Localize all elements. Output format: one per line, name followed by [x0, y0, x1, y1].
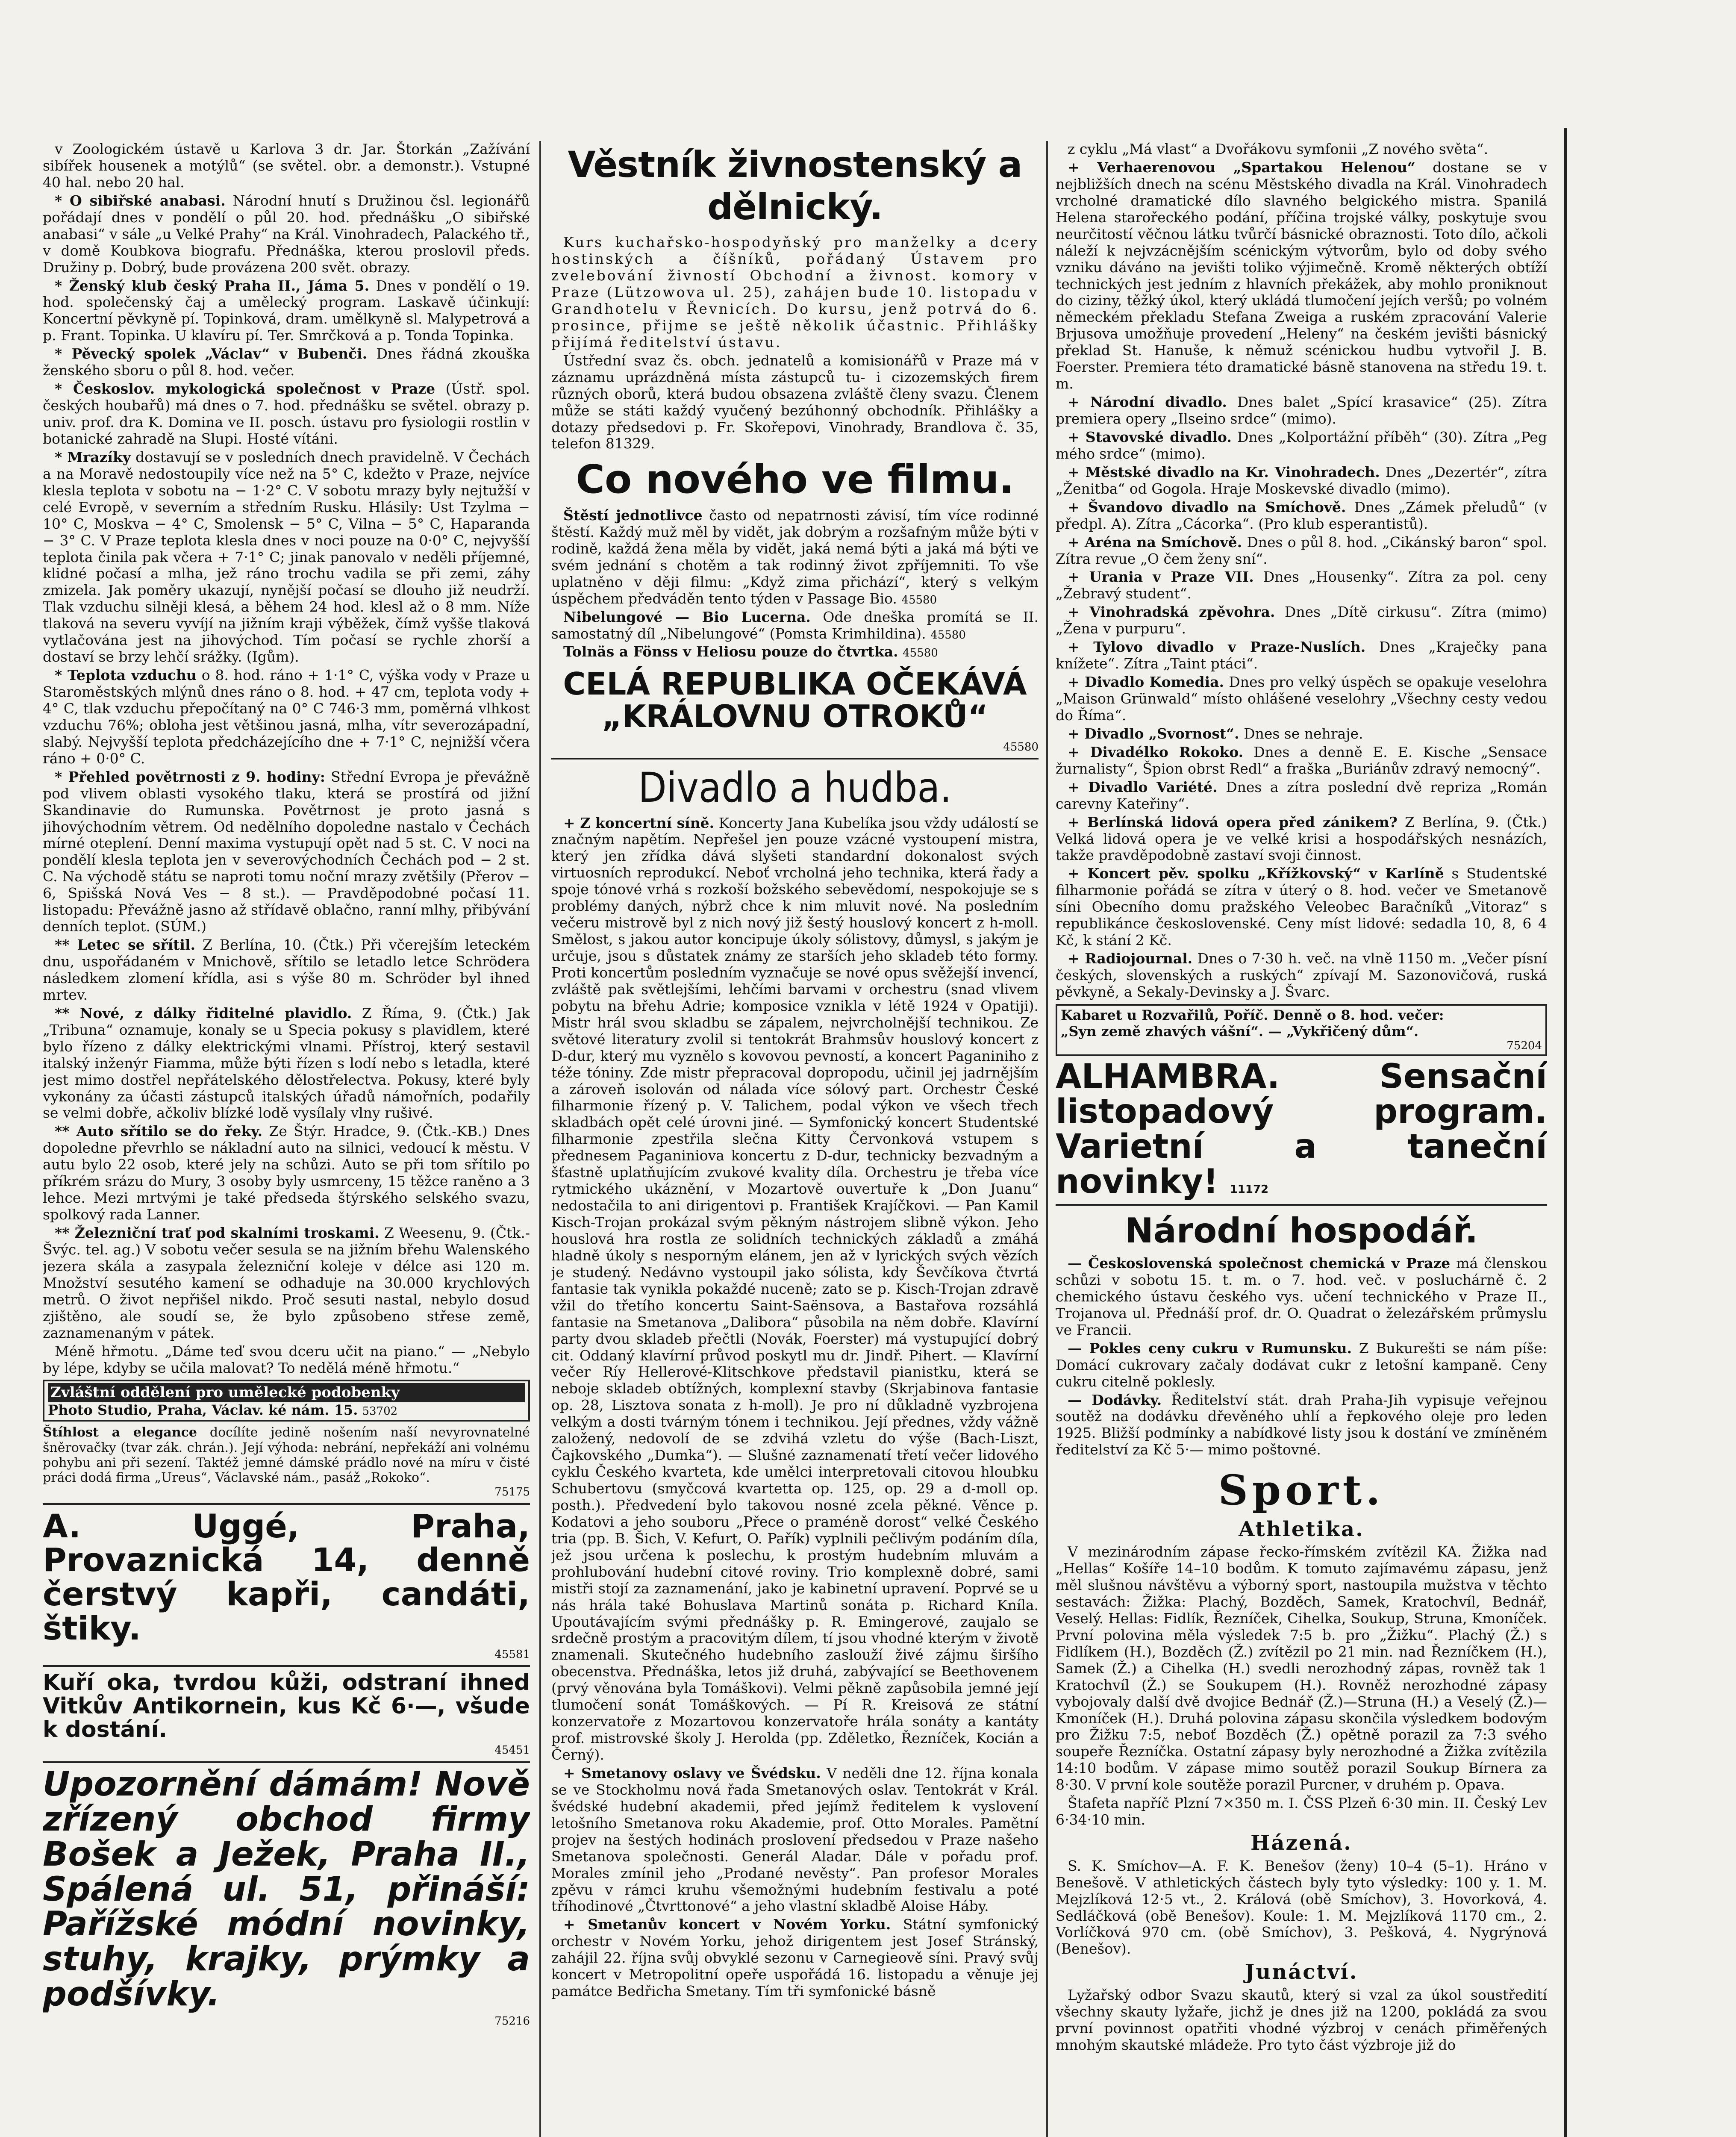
- news-item: Tolnäs a Fönss v Heliosu pouze do čtvrtka. 45580: [563, 643, 938, 660]
- news-item: — Československá společnost chemická v Praze má členskou schůzi v sobotu 15. t. m. o 7. hod. več. v posluchárně č. 2 chemického ústavu českého vys. učení technického v Praze II., Trojanova ul. Přednáší prof. dr. O. Quadrat o železářském průmyslu ve Francii.: [1056, 1255, 1547, 1338]
- advert-code: 45581: [494, 1648, 530, 1661]
- news-item: + Národní divadlo. Dnes balet „Spící krasavice“ (25). Zítra premiera opery „Ilseino srdce“ (mimo).: [1056, 394, 1547, 427]
- news-item: + Smetanův koncert v Novém Yorku. Státní symfonický orchestr v Novém Yorku, jehož dirigentem jest Josef Stránský, zahájil 22. října svůj obvyklé sezonu v Carnegieově síni. Pravý svůj koncert v Metropolitní opeře uspořádá 16. listopadu a věnuje jej památce Bedřicha Smetany. Tím tři symfonické básně: [551, 1916, 1039, 2000]
- news-item: + Radiojournal. Dnes o 7·30 h. več. na vlně 1150 m. „Večer písní českých, slovenských a ruských“ zpívají M. Sazonovičová, ruská pěvkyně, a Sekaly-Devinsky a J. Švarc.: [1056, 950, 1547, 1000]
- news-item: — Pokles ceny cukru v Rumunsku. Z Bukurešti se nám píše: Domácí cukrovary začaly dodávat cukr z letošní kampaně. Ceny cukru citelně poklesly.: [1056, 1339, 1547, 1390]
- news-item: * O sibiřské anabasi. Národní hnutí s Družinou čsl. legionářů pořádají dnes v pondělí o půl 20. hod. přednášku „O sibiřské anabasi“ v sále „u Velké Prahy“ na Král. Vinohradech, Palackého tř., v domě Koubkova biografu. Přednáška, kterou proslovil předs. Družiny p. Dobrý, bude provázena 200 svět. obrazy.: [43, 192, 530, 276]
- section-header: Národní hospodář.: [1124, 1210, 1478, 1251]
- news-item: ** Železniční trať pod skalními troskami. Z Weesenu, 9. (Čtk.-Švýc. tel. ag.) V sobotu večer sesula se na jižním břehu Walenského jezera skála a zasypala železniční koleje v délce asi 120 m. Množství sesutého kamení se odhaduje na 30.000 krychlových metrů. O život nepřišel nikdo. Proč sesuti nastal, nebylo dosud zjištěno, ale soudí se, že bylo způsobeno střese země, zaznamenaným v pátek.: [43, 1225, 530, 1341]
- advert-code: 75204: [1506, 1039, 1542, 1053]
- news-item: * Pěvecký spolek „Václav“ v Bubenči. Dnes řádná zkouška ženského sboru o půl 8. hod. večer.: [43, 345, 530, 379]
- news-item: — Dodávky. Ředitelství stát. drah Praha-Jih vypisuje veřejnou soutěž na dodávku dřevěného uhlí a řepkového oleje pro leden 1925. Bližší podmínky a nabídkové listy jsou k dostání ve zmíněném ředitelství za Kč 5·— mimo poštovné.: [1056, 1391, 1547, 1458]
- advert-alhambra: ALHAMBRA. Sensační listopadový program. Varietní a taneční novinky! 11172: [1056, 1057, 1547, 1201]
- divider: [43, 1665, 530, 1667]
- divider: [43, 1761, 530, 1763]
- news-item: + Divadlo Variété. Dnes a zítra poslední dvě repriza „Román carevny Kateřiny“.: [1056, 778, 1547, 812]
- news-item: + Stavovské divadlo. Dnes „Kolportážní příběh“ (30). Zítra „Peg mého srdce“ (mimo).: [1056, 428, 1547, 462]
- advert-photo-studio: [43, 1380, 530, 1422]
- sub-header: Athletika.: [1239, 1517, 1364, 1541]
- advert-text: Kabaret u Rozvařilů, Poříč. Denně o 8. hod. večer:: [1061, 1007, 1444, 1023]
- news-item: * Ženský klub český Praha II., Jáma 5. Dnes v pondělí o 19. hod. společenský čaj a umělecký program. Laskavě účinkují: Koncertní pěvkyně pí. Topinková, dram. umělkyně sl. Malypetrová a p. Frant. Topinka. U klavíru pí. Ter. Smrčková a p. Tonda Topinka.: [43, 277, 530, 344]
- news-item: + Divadlo Komedia. Dnes pro velký úspěch se opakuje veselohra „Maison Grünwald“ místo ohlášené veselohry „Všechny cesty vedou do Říma“.: [1056, 674, 1547, 724]
- news-item: ** Auto sřítilo se do řeky. Ze Štýr. Hradce, 9. (Čtk.-KB.) Dnes dopoledne převrhlo se nákladní auto na silnici, vedoucí k městu. V autu bylo 22 osob, které jely na schůzi. Auto se při tom sřítilo po příkrém srázu do Mury, 3 osoby byly usmrceny, 15 těžce raněno a 3 lehce. Mezi mrtvými je také předseda štýrského selského svazu, spolkový rada Lanner.: [43, 1123, 530, 1223]
- news-item: + Berlínská lidová opera před zánikem? Z Berlína, 9. (Čtk.) Velká lidová opera je ve velké krisi a hospodářských nesnázích, takže pravděpodobně zastaví svoji činnost.: [1056, 813, 1547, 864]
- news-item: * Přehled povětrnosti z 9. hodiny: Střední Evropa je převážně pod vlivem oblasti vysokého tlaku, která se prostírá od jižní Skandinavie do Rumunska. Povětrnost je proto jasná s jihovýchodním větrem. Od nedělního dopoledne nastalo v Čechách mírné oteplení. Denní maxima vystupují opět nad 5 st. C. V noci na pondělí klesla teplota jen v severovýchodních Čechách pod − 2 st. C. Na východě státu se naproti tomu noční mrazy zvětšily (Přerov − 6, Spišská Nová Ves − 8 st.). — Pravděpodobné počasí 11. listopadu: Převážně jasno až střídavě oblačno, ranní mlhy, přibývání denních teplot. (SÚM.): [43, 768, 530, 935]
- news-item: + Divadélko Rokoko. Dnes a denně E. E. Kische „Sensace žurnalisty“, Špion obrst Redl“ a fraška „Buriánův zdravý nemocný“.: [1056, 743, 1547, 777]
- news-item: + Vinohradská zpěvohra. Dnes „Dítě cirkusu“. Zítra (mimo) „Žena v purpuru“.: [1056, 603, 1547, 637]
- section-header: Sport.: [1218, 1466, 1385, 1515]
- news-item: + Aréna na Smíchově. Dnes o půl 8. hod. „Cikánský baron“ spol. Zítra revue „O čem ženy sní“.: [1056, 533, 1547, 567]
- advert-kralovna-otroku: CELÁ REPUBLIKA OČEKÁVÁ „KRÁLOVNU OTROKŮ“: [563, 666, 1027, 734]
- joke: Méně hřmotu. „Dáme teď svou dceru učit na piano.“ — „Nebylo by lépe, kdyby se učila malovat? To nedělá méně hřmotu.“: [43, 1342, 530, 1376]
- news-item: + Smetanovy oslavy ve Švédsku. V neděli dne 12. října konala se ve Stockholmu nová řada Smetanových oslav. Tentokrát v Král. švédské hudební akademii, před jejímž ředitelem k vyslovení letošního Smetanova roku Akademie, prof. Otto Morales. Pamětní projev na šestých hodinách proslovení předsedou v Praze našeho Smetanova společnosti. Generál Aladar. Dále v pořadu prof. Morales zmínil jeho „Prodané nevěsty“. Pan profesor Morales zpěvu v rámci kruhu všemožnými hudebním festivalu a poté tříhodinové „Čtvrttonové“ a jeho vlastní skladbě Aloise Háby.: [551, 1764, 1039, 1915]
- advert-code: 45580: [1003, 740, 1039, 754]
- news-item: Štěstí jednotlivce často od nepatrnosti závisí, tím více rodinné štěstí. Každý muž měl by vidět, jak dobrým a rozšafným může býti v rodině, každá žena měla by vidět, jaká nemá býti a jaká má býti ve svém jednání s chotěm a tak rodinný život zpříjemniti. To vše uplatněno v ději filmu: „Když zima přichází“, který s velkým úspěchem předváděn tento týden v Passage Bio. 45580: [551, 506, 1039, 607]
- advert-bar: Zvláštní oddělení pro umělecké podobenky: [48, 1383, 525, 1402]
- divider: [43, 1503, 530, 1505]
- section-header: Věstník živnostenský a dělnický.: [568, 144, 1022, 228]
- advert-text: Photo Studio, Praha, Václav. ké nám. 15. 53702: [48, 1401, 398, 1418]
- advert-antikornein: Kuří oka, tvrdou kůži, odstraní ihned Vitkův Antikornein, kus Kč 6·—, všude k dostání.: [43, 1670, 530, 1743]
- news-item: Štafeta napříč Plzní 7×350 m. I. ČSS Plzeň 6·30 min. II. Český Lev 6·34·10 min.: [1056, 1795, 1547, 1828]
- news-item: Nibelungové — Bio Lucerna. Ode dneška promítá se II. samostatný díl „Nibelungové“ (Pomsta Krimhildina). 45580: [551, 608, 1039, 642]
- news-item: v Zoologickém ústavě u Karlova 3 dr. Jar. Štorkán „Zažívání sibířek housenek a motýlů“ (se světel. obr. a demonstr.). Vstupné 40 hal. nebo 20 hal.: [43, 141, 530, 191]
- news-item: Kurs kuchařsko-hospodyňský pro manželky a dcery hostinských a číšníků, pořádaný Ústavem pro zvelebování živností Obchodní a živnost. komory v Praze (Lützowova ul. 25), zahájen bude 10. listopadu v Grandhotelu v Řevnicích. Do kursu, jenž potrvá do 6. prosince, přijme se ještě několik účastnic. Přihlášky přijímá ředitelství ústavu.: [551, 234, 1039, 350]
- advert-corset: Štíhlost a elegance docílíte jedině nošením naší nevyrovnatelné šněrovačky (tvar zák. chrán.). Její výhoda: nebrání, nepřekáží ani volnému pohybu ani při sezení. Taktéž jemné dámské prádlo nové na míru v čisté práci dodá firma „Ureus“, Václavské nám., pasáž „Rokoko“.: [43, 1425, 530, 1486]
- news-item: + Verhaerenovou „Spartakou Helenou“ dostane se v nejbližších dnech na scénu Městského divadla na Král. Vinohradech vrcholné dramatické dílo slavného belgického mistra. Spanilá Helena starořeckého podání, příčina trojské války, poskytuje svou neurčitostí věčnou látku tvůrčí básnické obraznosti. Toto dílo, ačkoli náleží k nejvzácnějším scénickým výtvorům, bylo od doby svého vzniku dáváno na jevišti toliko výjimečně. Kromě některých obtíží technických jest jedním z hlavních překážek, aby mohlo proniknout do ciziny, těžký úkol, který ukládá tlumočení jejích veršů; po volném německém překladu Stefana Zweiga a ruském zpracování Valerie Brjusova umožňuje provedení „Heleny“ na českém jevišti básnický překlad St. Hanuše, k němuž scénickou hudbu vytvořil J. B. Foerster. Premiera této dramatické básně stanovena na středu 19. t. m.: [1056, 159, 1547, 392]
- news-item: + Urania v Praze VII. Dnes „Housenky“. Zítra za pol. ceny „Žebravý student“.: [1056, 568, 1547, 602]
- news-item: S. K. Smíchov—A. F. K. Benešov (ženy) 10–4 (5–1). Hráno v Benešově. V athletických částech byly tyto výsledky: 100 y. 1. M. Mejzlíková 12·5 vt., 2. Králová (obě Smíchov), 3. Hovorková, 4. Sedláčková (obě Benešov). Koule: 1. M. Mejzlíková 1170 cm., 2. Vorlíčková 970 cm. (obě Smíchov), 3. Pešková, 4. Nygrýnová (Benešov).: [1056, 1857, 1547, 1957]
- advert-kabaret: [1056, 1004, 1547, 1056]
- advert-ugge: A. Uggé, Praha, Provaznická 14, denně čerstvý kapři, candáti, štiky.: [43, 1507, 530, 1647]
- divider: [551, 758, 1039, 759]
- advert-text: „Syn země zhavých vášní“. — „Vykřičený dům“.: [1061, 1023, 1419, 1039]
- advert-code: 75175: [494, 1485, 530, 1498]
- advert-code: 75216: [494, 2015, 530, 2028]
- advert-bosek-jezek: Upozornění dámám! Nově zřízený obchod firmy Bošek a Ježek, Praha II., Spálená ul. 51, přináší: Pařížské módní novinky, stuhy, krajky, prýmky a podšívky.: [43, 1765, 530, 2014]
- news-item: * Mrazíky dostavují se v posledních dnech pravidelně. V Čechách a na Moravě nedostoupily více než na 5° C, kdežto v Praze, nejvíce klesla teplota v sobotu na − 1·2° C. V sobotu mrazy byly nejtužší v celé Evropě, v severním a středním Rusku. Hlásily: Ust Tzylma − 10° C, Moskva − 4° C, Smolensk − 5° C, Vilna − 5° C, Haparanda − 3° C. V Praze teplota klesla dnes v noci pouze na 0·0° C, nejvyšší teplota činila pak včera + 7·1° C; jinak panovalo v neděli příjemné, klidné počasí a mlha, jež ráno trochu vadila se při zemi, záhy zmizela. Jak poměry ukazují, nynější počasí se dlouho již neudrží. Tlak vzduchu silněji klesá, a během 24 hod. klesl až o 8 mm. Níže tlaková na severu vyvíjí na jižním kraji výběžek, čímž vyšše tlaková vytlačována jest na jihovýchod. Tím počasí se rychle zhorší a dostaví se brzy lehčí srážky. (Igům).: [43, 448, 530, 665]
- section-header: Co nového ve filmu.: [576, 456, 1014, 503]
- news-item: * Teplota vzduchu o 8. hod. ráno + 1·1° C, výška vody v Praze u Staroměstských mlýnů dnes ráno o 8. hod. + 47 cm, teplota vody + 4° C, tlak vzduchu přepočítaný na 0° C 746·3 mm, poměrná vlhkost vzduchu 76%; obloha jest většinou jasná, mlha, vítr severozápadní, slabý. Nejvyšší teplota předcházejícího dne + 7·1° C, nejnižší včera ráno + 0·0° C.: [43, 667, 530, 767]
- news-item: * Českoslov. mykologická společnost v Praze (Ústř. spol. českých houbařů) má dnes o 7. hod. přednášku se světel. obrazy p. univ. prof. dra K. Domina ve II. posch. ústavu pro fysiologii rostlin v botanické zahradě na Slupi. Hosté vítáni.: [43, 380, 530, 447]
- news-item: V mezinárodním zápase řecko-římském zvítězil KA. Žižka nad „Hellas“ Košíře 14–10 bodům. K tomuto zajímavému zápasu, jenž měl slušnou návštěvu a výborný sport, nastoupila mužstva v těchto sestavách: Žižka: Plachý, Bozděch, Samek, Kratochvíl, Bednář, Veselý. Hellas: Fidlík, Řezníček, Cihelka, Soukup, Struna, Kmoníček. První polovina měla výsledek 7:5 b. pro „Žižku“. Plachý (Ž.) s Fidlíkem (H.), Bozděch (Ž.) zvítězil po 21 min. nad Řezníčkem (H.), Samek (Ž.) a Cihelka (H.) svedli nerozhodný zápas, rovněž tak 1 Kratochvíl (Ž.) se Soukupem (H.). Rovněž nerozhodné zápasy vybojovaly další dvě dvojice Bednář (Ž.)—Struna (H.) a Veselý (Ž.)—Kmoníček (H.). Druhá polovina zápasu skončila výsledkem bodovým pro Žižku 7:5, neboť Bozděch (Ž.) opětně porazil za 7:3 svého soupeře Řezníčka. Ostatní zápasy byly nerozhodné a Žižka zvítězila 14:10 bodům. V zápase mimo soutěž porazil Soukup Bírnera za 8·30. V první kole soutěže porazil Purcner, v druhém p. Opava.: [1056, 1543, 1547, 1793]
- news-item: z cyklu „Má vlast“ a Dvořákovu symfonii „Z nového světa“.: [1068, 141, 1489, 157]
- news-item: Ústřední svaz čs. obch. jednatelů a komisionářů v Praze má v záznamu uprázdněná místa zástupců tu- i cizozemských firem různých oborů, která budou obsazena zvláště členy svazu. Členem může se státi každý vyučený bezúhonný obchodník. Přihlášky a dotazy předsedovi p. Fr. Skořepovi, Vinohrady, Brandlova č. 35, telefon 81329.: [551, 352, 1039, 452]
- column-right: [1056, 141, 1547, 2137]
- column-rule: [539, 141, 541, 2137]
- column-middle: [551, 141, 1039, 2137]
- sub-header: Junáctví.: [1245, 1960, 1358, 1984]
- news-item: + Tylovo divadlo v Praze-Nuslích. Dnes „Kraječky pana knížete“. Zítra „Taint ptáci“.: [1056, 639, 1547, 672]
- news-item: ** Nové, z dálky řiditelné plavidlo. Z Říma, 9. (Čtk.) Jak „Tribuna“ oznamuje, konaly se u Specia pokusy s plavidlem, které bylo řízeno z dálky elektrickými vlnami. Přístroj, který sestavil italský inženýr Fiamma, může býti řízen s lodí nebo s letadla, které jest mimo dostřel nepřátelského dělostřelectva. Pokusy, které byly vykonány za účasti zástupců italských úřadů námořních, podařily se velmi dobře, ačkoliv blízké lodě vysílaly vlny rušivé.: [43, 1004, 530, 1121]
- advert-code: 45451: [494, 1744, 530, 1757]
- news-item: + Divadlo „Svornost“. Dnes se nehraje.: [1068, 725, 1363, 742]
- divider: [1056, 1204, 1547, 1206]
- news-item: + Švandovo divadlo na Smíchově. Dnes „Zámek přeludů“ (v předpl. A). Zítra „Cácorka“. (Pro klub esperantistů).: [1056, 498, 1547, 532]
- news-item: + Koncert pěv. spolku „Křížkovský“ v Karlíně s Studentské filharmonie pořádá se zítra v úterý o 8. hod. večer ve Smetanově síni Obecního domu pražského Veleobec Baračníků „Vitoraz“ s republikánce československé. Ceny míst lidové: sedadla 10, 8, 6 4 Kč, k stání 2 Kč.: [1056, 865, 1547, 949]
- news-item: + Městské divadlo na Kr. Vinohradech. Dnes „Dezertér“, zítra „Ženitba“ od Gogola. Hraje Moskevské divadlo (mimo).: [1056, 463, 1547, 497]
- section-header: Divadlo a hudba.: [638, 764, 952, 812]
- news-item: + Z koncertní síně. Koncerty Jana Kubelíka jsou vždy událostí se značným napětím. Nepřešel jen pouze vzácné vystoupení mistra, který jen zřídka dává slyšeti standardní dokonalost svých virtuosních reprodukcí. Neboť vrcholná jeho technika, která řady a spoje tónové vrhá s rozkoší božského sebevědomí, nespokojuje se s problémy daných, nýbrž chce k nim mluvit nové. Na posledním večeru mistrově byl z nich nový již šestý houslový koncert z h-moll. Smělost, s jakou autor koncipuje úkoly sólistovy, důmysl, s jakým je určuje, jsou s důstatek známy ze starších jeho skladeb této formy. Proti koncertům posledním vyznačuje se nové opus svěžejší invencí, zvláště pak světlejšími, lehčími barvami v orchestru (snad vlivem pobytu na břehu Adrie; komposice vznikla v létě 1924 v Opatiji). Mistr hrál svou skladbu se zápalem, nejvrcholnější technikou. Ze světové literatury zvolil si tentokrát Brahmsův houslový koncert z D-dur, který mu vyznělo s kovovou pevností, a koncert Paganiniho z téže tóniny. Zde mistr přepracoval dopropodu, učinil jej jadrnějším a zároveň isolován od nálada více sólový part. Orchestr České filharmonie řízený p. V. Talichem, podal výkon ve všech třech skladbách opět celé úrovni jiné. — Symfonický koncert Studentské filharmonie zpestřila slečna Kitty Červonková vstupem s přednesem Paganiniova koncertu z D-dur, technicky bezvadným a šťastně uplatňujícím zvukové kvality díla. Orchestru je třeba více rytmického ukáznění, v Mozartově ouvertuře k „Don Juanu“ nedostačila to ani dirigentovi p. František Krajíčkovi. — Pan Kamil Kisch-Trojan prokázal svým pěkným nástrojem slibně výkon. Jeho houslová hra rostla ze solidních technických základů a zmáhá hladně úkoly s nesporným elánem, jen až v lyrických svých vězích je studený. Nedávno vystoupil jako sólista, kdy Ševčíkova čtvrtá fantasie tak vynikla pokaždé nuceně; zato se p. Kisch-Trojan zdravě vžil do třetího koncertu Saint-Saënsova, a Bastařova rozsáhlá fantasie na Smetanova „Dalibora“ působila na něm dobře. Klavírní party dvou skladeb přečtli (Novák, Foerster) má vystupující dobrý cit. Oddaný klavírní průvod poskytl mu dr. Jindř. Pihert. — Klavírní večer Ríy Hellerové-Klitschkove představil pianistku, která se neboje skladeb obtížných, komplexní stavby (Skrjabinova fantasie op. 28, Lisztova sonata z h-moll). Je pro ní důkladně vyzbrojena velkým a dosti tvárným tónem i technikou. Její přednes, vždy vážně založený, nedovolí de se zdvihá vzletu do výše (Bach-Liszt, Čajkovského „Dumka“). — Slušné zaznamenatí třetí večer lidového cyklu Českého kvarteta, kde umělci interpretovali citovou hloubku Schubertovu (smyčcová kvartetta op. 125, op. 29 a d-moll op. posth.). Předvedení bylo takovou nosné zcela pěkné. Věnce p. Kodatovi a jeho souboru „Přece o praméně dorost“ velké Českého tria (pp. B. Šich, V. Kefurt, O. Pařík) vyplnili pečlivým podáním díla, jež jsou určena k poslechu, k prostým hudebním mluvám a prohlubování hudební citové roviny. Trio komplexně dobré, sami mistři stojí za zaznamenání, jako je kabinetní upravení. Poprvé se u nás hrála také Bohuslava Martinů sonáta p. Richard Kníla. Upoutávajícím svými přednášky p. R. Emingerové, zaujalo se srdečně prostým a pracovitým dílem, tí jsou vhodné kterým v životě znamenali. Skutečného hudebního zaslouží živé zájmu širšího obecenstva. Přednáška, letos již druhá, zabývající se Beethovenem (prvý věnována byla Tomáškovi). Velmi pěkně zapůsobila jemné její tlumočení sonát Tomáškových. — Pí R. Kreisová ze státní konzervatoře z Mozartovou konzervatoře hrála sonáty a kantáty prof. mistrovské školy J. Herolda (pp. Zděletko, Řezníček, Kocián a Černý).: [551, 814, 1039, 1763]
- column-rule: [1046, 141, 1048, 2137]
- news-item: Lyžařský odbor Svazu skautů, který si vzal za úkol soustředití všechny skauty lyžaře, jichž je dnes již na 1200, pokládá za svou první povinnost opatřiti vhodné výzbroj v cenách přiměřených mnohým skautské mládeže. Pro tyto část výzbroje již do: [1056, 1986, 1547, 2053]
- column-left: [43, 141, 530, 2137]
- news-item: ** Letec se sřítil. Z Berlína, 10. (Čtk.) Při včerejším leteckém dnu, uspořádaném v Mnichově, sřítilo se letadlo letce Schrödera následkem zlomení křídla, asi s výše 80 m. Schröder byl ihned mrtev.: [43, 936, 530, 1003]
- sub-header: Házená.: [1251, 1831, 1352, 1855]
